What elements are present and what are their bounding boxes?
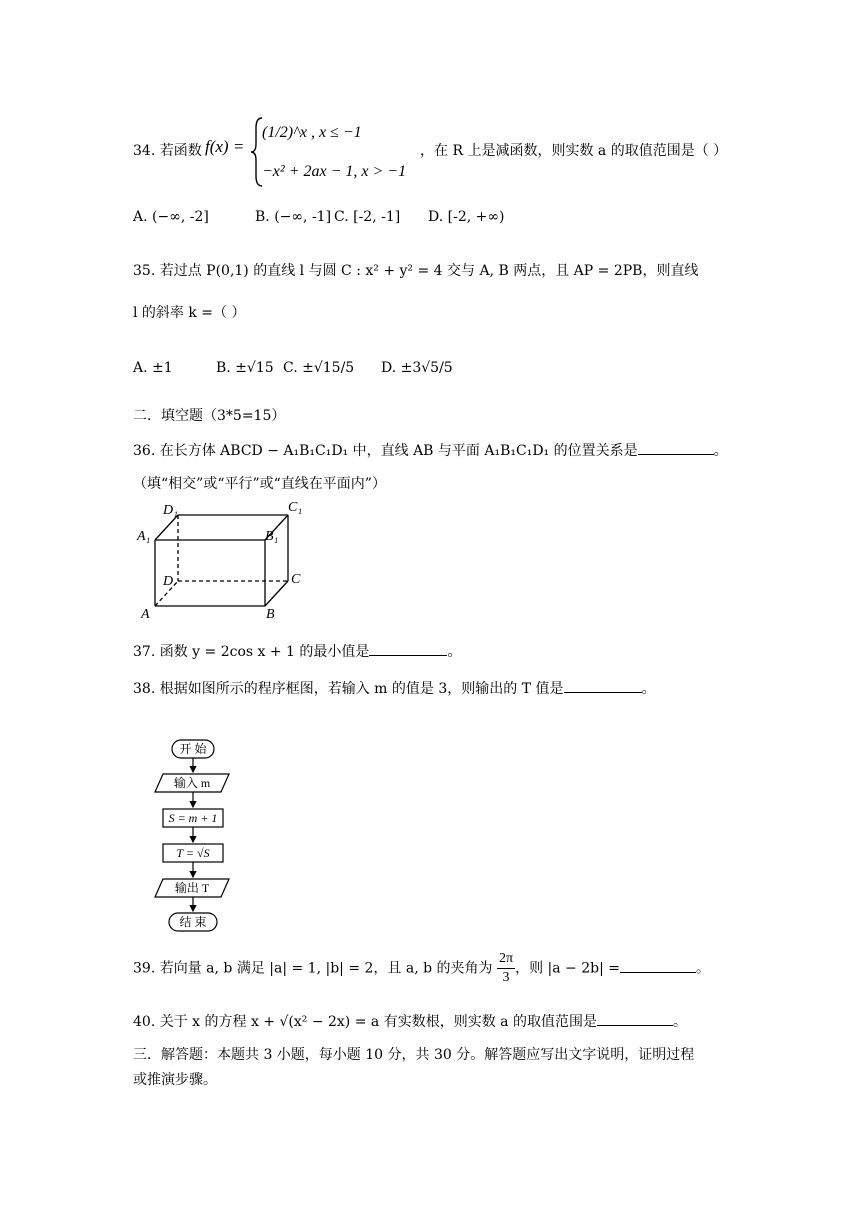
q36-note: （填“相交”或“平行”或“直线在平面内”）: [133, 476, 386, 492]
q39-answer-blank[interactable]: [620, 958, 696, 973]
q35-option-b: B. ±√15: [216, 360, 274, 376]
q36-question: 36. 在长方体 ABCD − A₁B₁C₁D₁ 中，直线 AB 与平面 A₁B₁C₁D₁ 的位置关系是: [133, 443, 638, 459]
flow-output: 输出 T: [174, 881, 210, 895]
q39-text: [133, 950, 710, 987]
section-3-line1: 三．解答题：本题共 3 小题，每小题 10 分，共 30 分。解答题应写出文字说明，证明过程: [133, 1047, 695, 1063]
q40-text: [133, 1011, 687, 1031]
flowchart-figure: [133, 706, 283, 940]
q34-option-c: C. [-2, -1]: [334, 209, 401, 225]
label-b1: B₁: [265, 529, 279, 544]
q39-part2: ，则 |a − 2b| =: [515, 960, 620, 977]
q34-case2: −x² + 2ax − 1, x > −1: [262, 163, 407, 180]
q37-end: 。: [447, 644, 462, 660]
q38-question: 38. 根据如图所示的程序框图，若输入 m 的值是 3，则输出的 T 值是: [133, 681, 564, 697]
q37-answer-blank[interactable]: [369, 641, 447, 656]
label-d1: D₁: [163, 503, 178, 518]
q38-text: [133, 678, 656, 698]
q39-angle-den: 3: [502, 970, 510, 985]
flow-input: 输入 m: [173, 776, 211, 790]
flow-step-t: T = √S: [176, 846, 210, 860]
q39-part1: 39. 若向量 a, b 满足 |a| = 1, |b| = 2，且 a, b 的夹角为: [133, 960, 493, 977]
q34-option-a: A. (−∞, -2]: [133, 209, 209, 225]
label-b: B: [266, 607, 275, 622]
section-3-line2: 或推演步骤。: [133, 1072, 217, 1088]
section-2-heading: 二．填空题（3*5=15）: [133, 408, 286, 424]
q36-end: 。: [713, 443, 728, 459]
q34-prefix: 34. 若函数: [133, 143, 202, 159]
q34-option-b: B. (−∞, -1]: [255, 209, 332, 225]
cuboid-figure: [133, 498, 313, 622]
label-c: C: [291, 572, 301, 587]
q39-angle-num: 2π: [497, 950, 515, 969]
q39-angle-fraction: [497, 950, 515, 987]
label-c1: C₁: [288, 500, 303, 515]
q36-answer-blank[interactable]: [638, 440, 714, 455]
q34-func: f(x) =: [205, 137, 245, 156]
q40-end: 。: [672, 1014, 687, 1030]
q34-option-d: D. [-2, +∞): [428, 209, 505, 225]
q37-question: 37. 函数 y = 2cos x + 1 的最小值是: [133, 644, 370, 660]
label-a1: A₁: [137, 529, 151, 544]
q34-suffix: ，在 R 上是减函数，则实数 a 的取值范围是（ ）: [420, 143, 728, 159]
q35-line1: 35. 若过点 P(0,1) 的直线 l 与圆 C : x² + y² = 4 交与 A, B 两点，且 AP = 2PB，则直线: [133, 263, 699, 279]
label-a: A: [141, 607, 150, 622]
q37-text: [133, 641, 461, 661]
q40-question: 40. 关于 x 的方程 x + √(x² − 2x) = a 有实数根，则实数 a 的取值范围是: [133, 1014, 597, 1030]
label-d: D: [163, 574, 174, 589]
q35-option-d: D. ±3√5/5: [381, 360, 453, 376]
flow-start: 开 始: [179, 742, 207, 756]
q40-answer-blank[interactable]: [597, 1011, 673, 1026]
q36-text: [133, 440, 728, 460]
flow-end: 结 束: [179, 915, 207, 929]
q35-option-a: A. ±1: [133, 360, 173, 376]
q35-line2: l 的斜率 k =（ ）: [133, 305, 246, 321]
q39-end: 。: [696, 960, 710, 977]
q38-answer-blank[interactable]: [564, 678, 642, 693]
q38-end: 。: [641, 681, 656, 697]
q34-case1: (1/2)^x , x ≤ −1: [262, 124, 362, 141]
q35-option-c: C. ±√15/5: [283, 360, 355, 376]
flow-step-s: S = m + 1: [168, 811, 218, 825]
